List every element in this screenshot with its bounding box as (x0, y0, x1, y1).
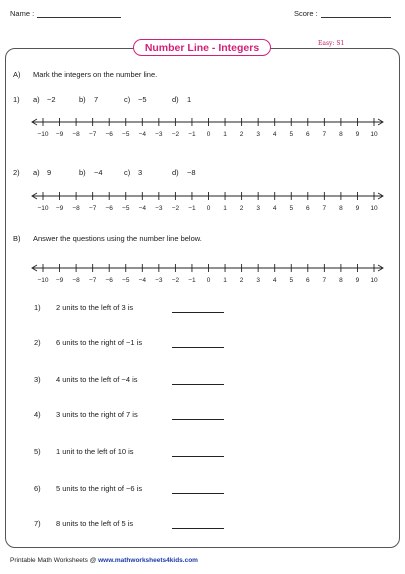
problem-2-d-letter: d) (172, 168, 179, 177)
tick-label: 8 (339, 277, 343, 284)
tick-label: −2 (171, 205, 180, 212)
tick-label: −10 (37, 205, 49, 212)
problem-1-b-value: 7 (94, 95, 99, 104)
tick-label: −3 (155, 131, 163, 138)
tick-label: 3 (256, 277, 260, 284)
tick-label: −1 (188, 277, 196, 284)
tick-label: −7 (88, 277, 97, 284)
tick-label: −5 (122, 205, 130, 212)
tick-label: −4 (138, 131, 147, 138)
tick-label: 1 (223, 277, 227, 284)
question-5-answer-line[interactable] (172, 456, 224, 457)
tick-label: 3 (256, 131, 260, 138)
section-b-instruction: Answer the questions using the number line below. (33, 234, 202, 243)
footer-site-link[interactable]: www.mathworksheets4kids.com (98, 557, 198, 564)
tick-label: 7 (322, 277, 327, 284)
tick-label: 9 (355, 131, 360, 138)
tick-label: −9 (55, 205, 64, 212)
level-tag: Easy: S1 (318, 40, 345, 47)
tick-label: 3 (256, 205, 260, 212)
tick-label: 9 (355, 277, 360, 284)
tick-label: −3 (155, 277, 163, 284)
question-7-answer-line[interactable] (172, 528, 224, 529)
problem-1-b-letter: b) (79, 95, 86, 104)
score-field[interactable] (294, 9, 391, 18)
tick-label: 7 (322, 131, 327, 138)
tick-label: −8 (72, 205, 80, 212)
problem-2-b-value: −4 (94, 168, 103, 177)
score-label: Score : (294, 9, 318, 18)
tick-label: 10 (370, 131, 378, 138)
tick-label: 2 (239, 205, 244, 212)
number-line-3 (30, 262, 385, 288)
tick-label: −1 (188, 205, 196, 212)
tick-label: 2 (239, 277, 244, 284)
tick-label: 7 (322, 205, 327, 212)
problem-2-c-letter: c) (124, 168, 131, 177)
tick-label: 5 (289, 131, 294, 138)
tick-label: 10 (370, 205, 378, 212)
tick-label: 0 (206, 205, 211, 212)
question-1-number: 1) (34, 303, 41, 312)
number-line-2[interactable] (30, 190, 385, 216)
number-line-1[interactable] (30, 116, 385, 142)
tick-label: −6 (105, 205, 113, 212)
footer (10, 557, 198, 564)
section-a-marker: A) (13, 70, 21, 79)
tick-label: 1 (223, 205, 227, 212)
tick-label: −2 (171, 131, 180, 138)
tick-label: −10 (37, 277, 49, 284)
problem-1-a-value: −2 (47, 95, 56, 104)
name-field[interactable] (10, 9, 121, 18)
question-1-answer-line[interactable] (172, 312, 224, 313)
problem-1-d-letter: d) (172, 95, 179, 104)
name-line[interactable] (37, 9, 121, 18)
problem-2-c-value: 3 (138, 168, 143, 177)
question-6-number: 6) (34, 484, 41, 493)
section-a-instruction: Mark the integers on the number line. (33, 70, 158, 79)
tick-label: 6 (305, 131, 310, 138)
question-3-text: 4 units to the left of −4 is (56, 375, 138, 384)
tick-label: −9 (55, 277, 64, 284)
tick-label: −6 (105, 277, 113, 284)
problem-1-d-value: 1 (187, 95, 192, 104)
tick-label: 1 (223, 131, 227, 138)
tick-label: −5 (122, 131, 130, 138)
problem-2-b-letter: b) (79, 168, 86, 177)
problem-2-d-value: −8 (187, 168, 196, 177)
question-5-text: 1 unit to the left of 10 is (56, 447, 134, 456)
question-2-number: 2) (34, 338, 41, 347)
tick-label: 2 (239, 131, 244, 138)
question-7-number: 7) (34, 519, 41, 528)
question-6-text: 5 units to the right of −6 is (56, 484, 143, 493)
problem-1-c-value: −5 (138, 95, 147, 104)
question-4-number: 4) (34, 410, 41, 419)
tick-label: 4 (272, 277, 277, 284)
tick-label: −1 (188, 131, 196, 138)
question-3-answer-line[interactable] (172, 384, 224, 385)
worksheet-title: Number Line - Integers (133, 39, 271, 56)
problem-2-number: 2) (13, 168, 20, 177)
tick-label: −8 (72, 131, 80, 138)
tick-label: −8 (72, 277, 80, 284)
tick-label: −4 (138, 277, 147, 284)
tick-label: 4 (272, 131, 277, 138)
question-2-answer-line[interactable] (172, 347, 224, 348)
tick-label: 0 (206, 131, 211, 138)
question-5-number: 5) (34, 447, 41, 456)
tick-label: −6 (105, 131, 113, 138)
tick-label: −4 (138, 205, 147, 212)
problem-1-a-letter: a) (33, 95, 40, 104)
problem-2-a-value: 9 (47, 168, 52, 177)
section-b-marker: B) (13, 234, 21, 243)
tick-label: 10 (370, 277, 378, 284)
question-1-text: 2 units to the left of 3 is (56, 303, 134, 312)
tick-label: −7 (88, 131, 97, 138)
tick-label: 5 (289, 277, 294, 284)
tick-label: 6 (305, 277, 310, 284)
tick-label: −9 (55, 131, 64, 138)
score-line[interactable] (321, 9, 391, 18)
question-3-number: 3) (34, 375, 41, 384)
tick-label: 5 (289, 205, 294, 212)
tick-label: 9 (355, 205, 360, 212)
tick-label: −5 (122, 277, 130, 284)
tick-label: −2 (171, 277, 180, 284)
footer-prefix: Printable Math Worksheets @ (10, 557, 99, 564)
tick-label: 8 (339, 205, 343, 212)
tick-label: −3 (155, 205, 163, 212)
name-label: Name : (10, 9, 35, 18)
tick-label: −7 (88, 205, 97, 212)
tick-label: 8 (339, 131, 343, 138)
question-7-text: 8 units to the left of 5 is (56, 519, 134, 528)
question-2-text: 6 units to the right of −1 is (56, 338, 143, 347)
tick-label: −10 (37, 131, 49, 138)
problem-2-a-letter: a) (33, 168, 40, 177)
question-6-answer-line[interactable] (172, 493, 224, 494)
problem-1-c-letter: c) (124, 95, 131, 104)
tick-label: 4 (272, 205, 277, 212)
question-4-text: 3 units to the right of 7 is (56, 410, 138, 419)
question-4-answer-line[interactable] (172, 419, 224, 420)
tick-label: 0 (206, 277, 211, 284)
tick-label: 6 (305, 205, 310, 212)
problem-1-number: 1) (13, 95, 20, 104)
